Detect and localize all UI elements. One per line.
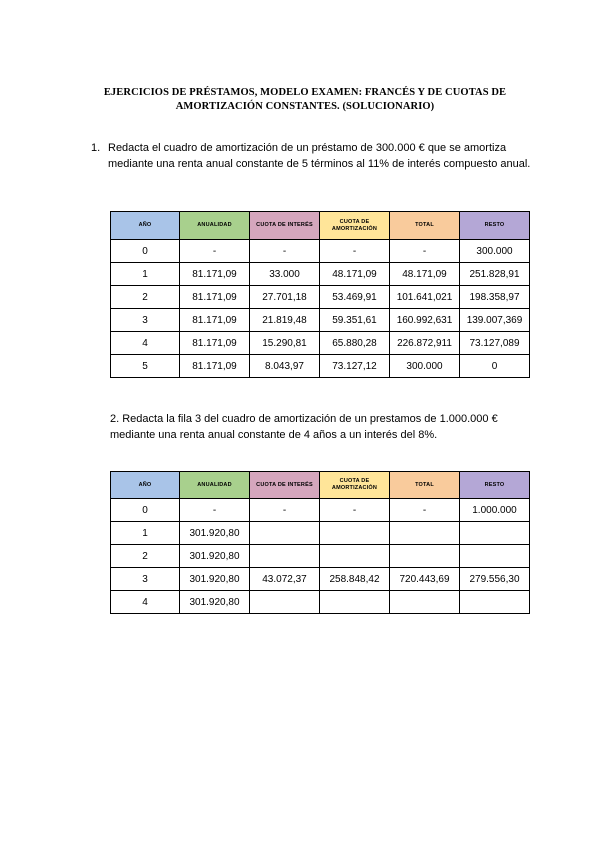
table-row (111, 240, 530, 263)
table-1-body (111, 240, 530, 378)
cell-total: 720.443,69 (390, 568, 460, 591)
amortization-table-1 (110, 211, 530, 378)
cell-year: 2 (111, 286, 180, 309)
cell-total: - (390, 499, 460, 522)
cell-rest: 73.127,089 (460, 332, 530, 355)
question-2-text: 2. Redacta la fila 3 del cuadro de amortización de un prestamos de 1.000.000 € mediante una renta anual constante de 4 años a un interés del 8%. (110, 413, 498, 441)
cell-amortization: 73.127,12 (320, 355, 390, 378)
cell-year: 0 (111, 499, 180, 522)
table-row (111, 286, 530, 309)
table-row (111, 568, 530, 591)
cell-total: 48.171,09 (390, 263, 460, 286)
header-year: AÑO (111, 212, 180, 240)
cell-interest: 27.701,18 (250, 286, 320, 309)
cell-year: 3 (111, 568, 180, 591)
cell-year: 1 (111, 522, 180, 545)
header-rest: RESTO (460, 212, 530, 240)
table-header-row (111, 212, 530, 240)
header-annuity: ANUALIDAD (180, 212, 250, 240)
cell-interest: - (250, 240, 320, 263)
cell-interest (250, 545, 320, 568)
table-2-body (111, 499, 530, 614)
table-row (111, 591, 530, 614)
header-interest: CUOTA DE INTERÉS (250, 472, 320, 499)
cell-amortization: 258.848,42 (320, 568, 390, 591)
cell-year: 0 (111, 240, 180, 263)
cell-rest (460, 545, 530, 568)
cell-rest: 1.000.000 (460, 499, 530, 522)
question-2 (110, 412, 540, 443)
question-1-number: 1. (91, 142, 101, 154)
cell-interest: 33.000 (250, 263, 320, 286)
cell-amortization: 53.469,91 (320, 286, 390, 309)
cell-interest: 43.072,37 (250, 568, 320, 591)
cell-annuity: - (180, 240, 250, 263)
table-row (111, 332, 530, 355)
header-annuity: ANUALIDAD (180, 472, 250, 499)
document-title (60, 86, 550, 114)
cell-total: 226.872,911 (390, 332, 460, 355)
cell-interest (250, 591, 320, 614)
cell-total: 101.641,021 (390, 286, 460, 309)
cell-amortization: 65.880,28 (320, 332, 390, 355)
header-total: TOTAL (390, 472, 460, 499)
question-1-text: Redacta el cuadro de amortización de un préstamo de 300.000 € que se amortiza mediante una renta anual constante de 5 términos al 11% de interés compuesto anual. (108, 142, 531, 170)
cell-interest: - (250, 499, 320, 522)
cell-amortization (320, 591, 390, 614)
cell-rest (460, 522, 530, 545)
cell-interest: 15.290,81 (250, 332, 320, 355)
cell-total: 160.992,631 (390, 309, 460, 332)
cell-interest: 8.043,97 (250, 355, 320, 378)
amortization-table-2 (110, 471, 530, 614)
cell-annuity: 301.920,80 (180, 568, 250, 591)
title-line-2: AMORTIZACIÓN CONSTANTES. (SOLUCIONARIO) (175, 101, 435, 112)
cell-year: 2 (111, 545, 180, 568)
header-interest: CUOTA DE INTERÉS (250, 212, 320, 240)
title-line-1: EJERCICIOS DE PRÉSTAMOS, MODELO EXAMEN: FRANCÉS Y DE CUOTAS DE (103, 87, 507, 98)
cell-rest (460, 591, 530, 614)
cell-year: 4 (111, 591, 180, 614)
cell-annuity: 81.171,09 (180, 286, 250, 309)
cell-total: 300.000 (390, 355, 460, 378)
cell-annuity: 301.920,80 (180, 545, 250, 568)
table-header-row (111, 472, 530, 499)
cell-annuity: 81.171,09 (180, 332, 250, 355)
header-rest: RESTO (460, 472, 530, 499)
cell-annuity: 81.171,09 (180, 263, 250, 286)
cell-rest: 300.000 (460, 240, 530, 263)
cell-rest: 279.556,30 (460, 568, 530, 591)
cell-interest: 21.819,48 (250, 309, 320, 332)
header-amortization: CUOTA DE AMORTIZACIÓN (320, 472, 390, 499)
cell-year: 4 (111, 332, 180, 355)
header-amortization: CUOTA DE AMORTIZACIÓN (320, 212, 390, 240)
cell-annuity: - (180, 499, 250, 522)
cell-amortization (320, 522, 390, 545)
cell-rest: 139.007,369 (460, 309, 530, 332)
table-row (111, 545, 530, 568)
cell-amortization: 59.351,61 (320, 309, 390, 332)
cell-annuity: 81.171,09 (180, 309, 250, 332)
cell-total: - (390, 240, 460, 263)
cell-amortization: - (320, 499, 390, 522)
cell-amortization: - (320, 240, 390, 263)
cell-year: 1 (111, 263, 180, 286)
cell-amortization: 48.171,09 (320, 263, 390, 286)
cell-interest (250, 522, 320, 545)
cell-rest: 198.358,97 (460, 286, 530, 309)
cell-year: 5 (111, 355, 180, 378)
header-total: TOTAL (390, 212, 460, 240)
cell-total (390, 545, 460, 568)
header-year: AÑO (111, 472, 180, 499)
table-row (111, 355, 530, 378)
cell-annuity: 301.920,80 (180, 591, 250, 614)
table-row (111, 263, 530, 286)
table-row (111, 309, 530, 332)
cell-year: 3 (111, 309, 180, 332)
cell-annuity: 81.171,09 (180, 355, 250, 378)
cell-amortization (320, 545, 390, 568)
cell-total (390, 522, 460, 545)
cell-total (390, 591, 460, 614)
table-row (111, 499, 530, 522)
table-row (111, 522, 530, 545)
cell-rest: 251.828,91 (460, 263, 530, 286)
cell-rest: 0 (460, 355, 530, 378)
cell-annuity: 301.920,80 (180, 522, 250, 545)
